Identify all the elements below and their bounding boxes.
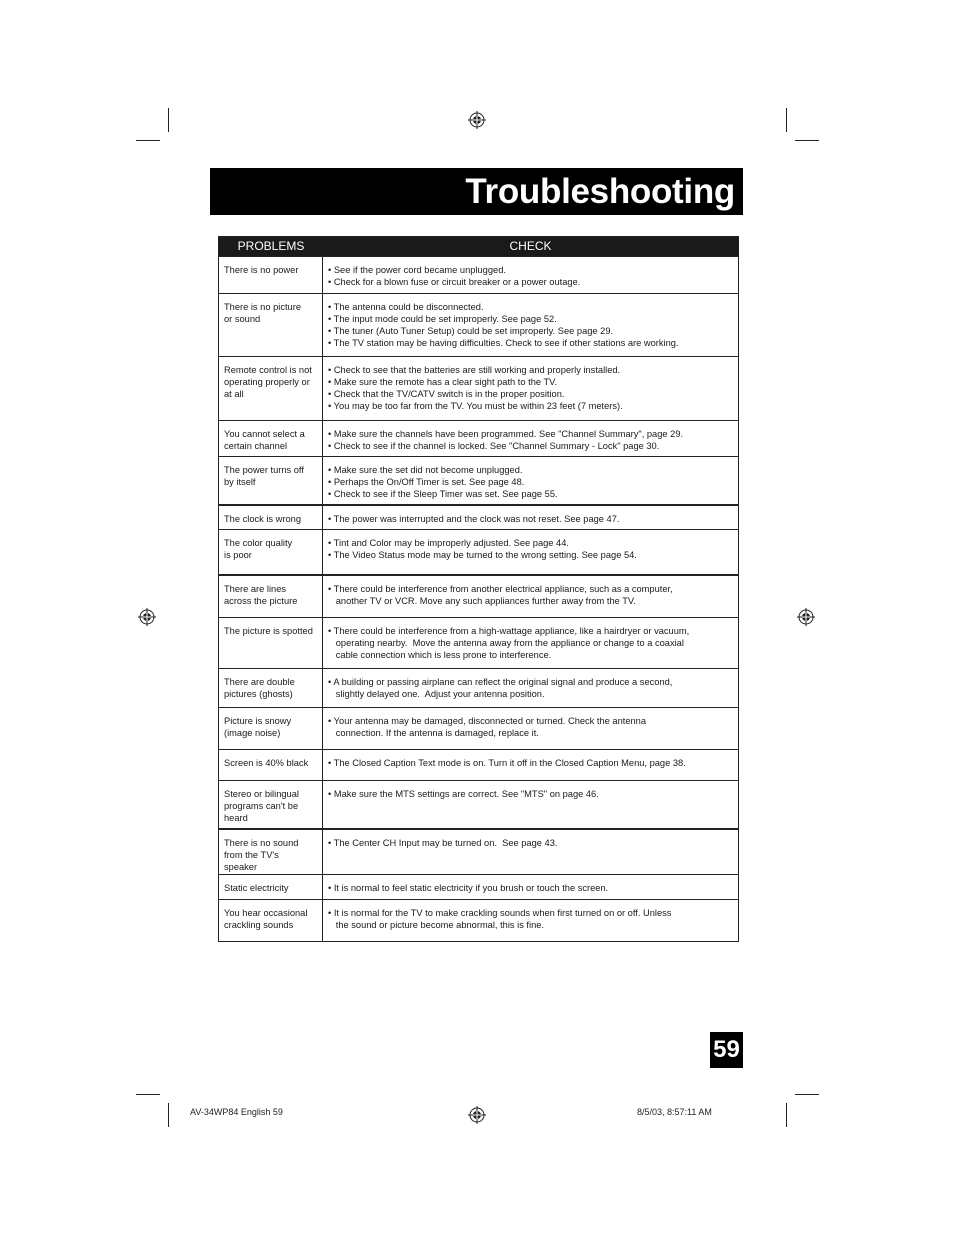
problem-cell: Screen is 40% black: [219, 750, 323, 780]
check-item: operating nearby. Move the antenna away from the appliance or change to a coaxial: [328, 638, 684, 648]
crop-mark: [168, 108, 169, 132]
check-item: slightly delayed one. Adjust your antenna position.: [328, 689, 545, 699]
check-item: • Make sure the remote has a clear sight path to the TV.: [328, 377, 558, 387]
table-row: [219, 874, 738, 899]
check-cell: [323, 530, 738, 574]
table-row: [219, 899, 738, 941]
problem-cell: There is no picture or sound: [219, 294, 323, 356]
crop-mark: [795, 1094, 819, 1095]
check-item: connection. If the antenna is damaged, replace it.: [328, 728, 539, 738]
check-cell: [323, 875, 738, 899]
check-item: • Check to see that the batteries are still working and properly installed.: [328, 365, 621, 375]
header-check: CHECK: [509, 239, 552, 253]
check-cell: [323, 669, 738, 707]
check-cell: [323, 708, 738, 749]
check-item: • Check to see if the Sleep Timer was set. See page 55.: [328, 489, 558, 499]
problem-cell: You cannot select a certain channel: [219, 421, 323, 456]
problem-cell: Remote control is not operating properly or at all: [219, 357, 323, 420]
registration-mark-icon: [797, 608, 815, 626]
check-item: • The power was interrupted and the clock was not reset. See page 47.: [328, 514, 620, 524]
check-item: • It is normal for the TV to make crackling sounds when first turned on or off. Unless: [328, 908, 672, 918]
check-item: • See if the power cord became unplugged.: [328, 265, 506, 275]
problem-cell: Picture is snowy (image noise): [219, 708, 323, 749]
table-row: [219, 256, 738, 293]
check-cell: [323, 900, 738, 941]
problem-cell: There is no power: [219, 257, 323, 293]
crop-mark: [795, 140, 819, 141]
registration-mark-icon: [468, 1106, 486, 1124]
check-cell: [323, 781, 738, 828]
problem-cell: You hear occasional crackling sounds: [219, 900, 323, 941]
problem-cell: Stereo or bilingual programs can't be heard: [219, 781, 323, 828]
crop-mark: [136, 140, 160, 141]
page-title: Troubleshooting: [465, 172, 735, 211]
check-cell: [323, 294, 738, 356]
footer-right: 8/5/03, 8:57:11 AM: [637, 1107, 712, 1117]
check-item: • Check to see if the channel is locked. See "Channel Summary - Lock" page 30.: [328, 441, 660, 451]
check-item: • Perhaps the On/Off Timer is set. See page 48.: [328, 477, 525, 487]
check-item: • Make sure the MTS settings are correct. See "MTS" on page 46.: [328, 789, 599, 799]
table-row: [219, 668, 738, 707]
problem-cell: The picture is spotted: [219, 618, 323, 668]
check-item: • Check that the TV/CATV switch is in the proper position.: [328, 389, 565, 399]
table-row: [219, 420, 738, 456]
check-item: another TV or VCR. Move any such appliances further away from the TV.: [328, 596, 636, 606]
crop-mark: [136, 1094, 160, 1095]
crop-mark: [168, 1103, 169, 1127]
check-item: • The Video Status mode may be turned to the wrong setting. See page 54.: [328, 550, 637, 560]
check-item: cable connection which is less prone to interference.: [328, 650, 552, 660]
check-cell: [323, 457, 738, 504]
check-item: • Tint and Color may be improperly adjusted. See page 44.: [328, 538, 569, 548]
header-problems: PROBLEMS: [237, 239, 305, 253]
page-number: 59: [710, 1032, 743, 1068]
check-item: • There could be interference from a high-wattage appliance, like a hairdryer or vacuum,: [328, 626, 690, 636]
check-item: • A building or passing airplane can reflect the original signal and produce a second,: [328, 677, 673, 687]
problem-cell: The clock is wrong: [219, 506, 323, 529]
check-cell: [323, 576, 738, 617]
table-row: [219, 617, 738, 668]
table-row: [219, 749, 738, 780]
check-cell: [323, 257, 738, 293]
table-row: [219, 456, 738, 504]
crop-mark: [786, 108, 787, 132]
check-item: • The TV station may be having difficulties. Check to see if other stations are working.: [328, 338, 679, 348]
crop-mark: [786, 1103, 787, 1127]
check-item: • There could be interference from another electrical appliance, such as a computer,: [328, 584, 673, 594]
registration-mark-icon: [138, 608, 156, 626]
check-cell: [323, 750, 738, 780]
check-item: • It is normal to feel static electricity if you brush or touch the screen.: [328, 883, 609, 893]
troubleshooting-table: [218, 236, 739, 942]
table-body: [219, 256, 738, 941]
problem-cell: There is no sound from the TV's speaker: [219, 830, 323, 874]
footer-left: AV-34WP84 English 59: [190, 1107, 283, 1117]
table-row: [219, 780, 738, 828]
table-row: [219, 529, 738, 574]
check-cell: [323, 618, 738, 668]
check-cell: [323, 357, 738, 420]
table-row: [219, 356, 738, 420]
check-item: • Your antenna may be damaged, disconnected or turned. Check the antenna: [328, 716, 647, 726]
problem-cell: There are lines across the picture: [219, 576, 323, 617]
check-cell: [323, 830, 738, 874]
registration-mark-icon: [468, 111, 486, 129]
title-banner: [210, 168, 743, 215]
check-cell: [323, 421, 738, 456]
table-row: [219, 293, 738, 356]
check-item: • Check for a blown fuse or circuit breaker or a power outage.: [328, 277, 581, 287]
table-row: [219, 504, 738, 529]
check-item: • You may be too far from the TV. You must be within 23 feet (7 meters).: [328, 401, 623, 411]
table-row: [219, 828, 738, 874]
table-row: [219, 574, 738, 617]
check-item: • The Closed Caption Text mode is on. Turn it off in the Closed Caption Menu, page 38.: [328, 758, 686, 768]
check-item: • The input mode could be set improperly. See page 52.: [328, 314, 557, 324]
check-item: • The antenna could be disconnected.: [328, 302, 484, 312]
table-header: [219, 237, 738, 256]
problem-cell: Static electricity: [219, 875, 323, 899]
check-cell: [323, 506, 738, 529]
table-row: [219, 707, 738, 749]
problem-cell: The power turns off by itself: [219, 457, 323, 504]
check-item: • The Center CH Input may be turned on. See page 43.: [328, 838, 558, 848]
check-item: • Make sure the set did not become unplugged.: [328, 465, 523, 475]
check-item: • The tuner (Auto Tuner Setup) could be set improperly. See page 29.: [328, 326, 614, 336]
problem-cell: There are double pictures (ghosts): [219, 669, 323, 707]
check-item: • Make sure the channels have been programmed. See "Channel Summary", page 29.: [328, 429, 684, 439]
problem-cell: The color quality is poor: [219, 530, 323, 574]
check-item: the sound or picture become abnormal, this is fine.: [328, 920, 545, 930]
